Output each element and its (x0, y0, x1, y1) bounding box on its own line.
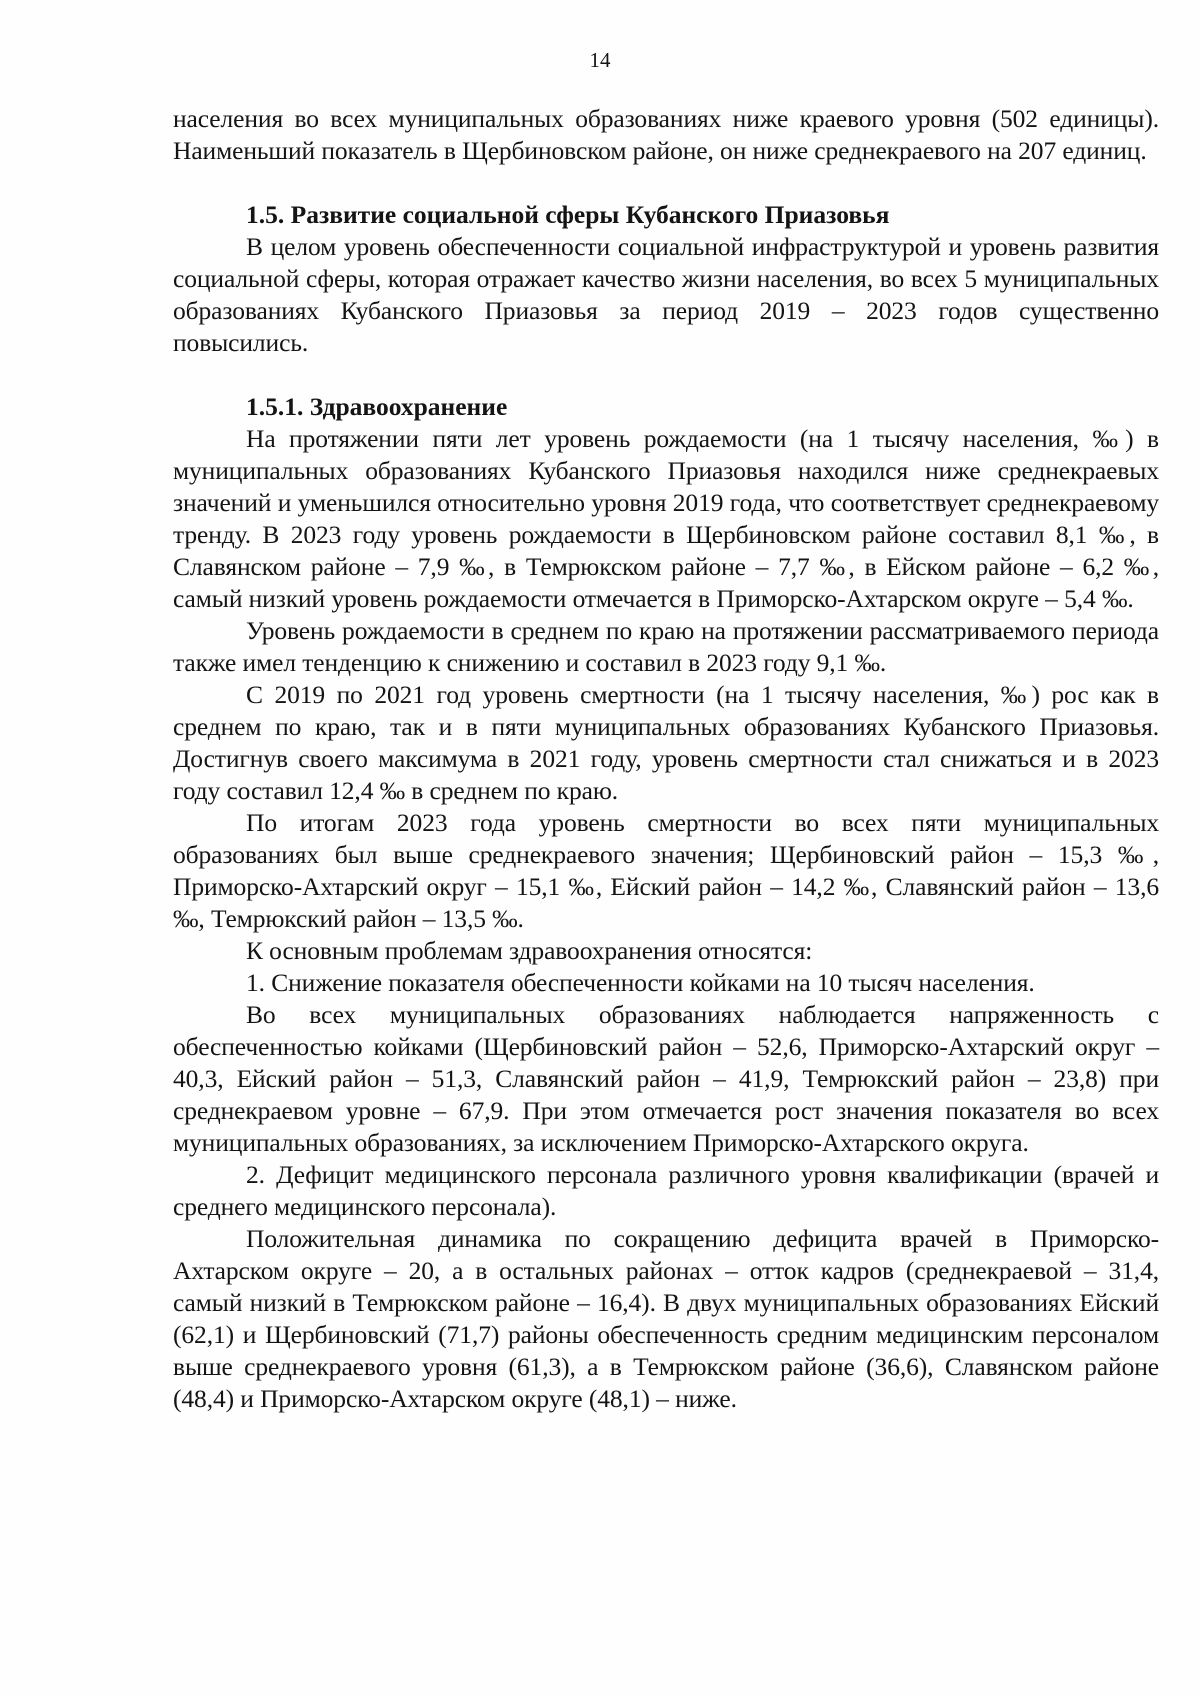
paragraph-birth-rate: На протяжении пяти лет уровень рождаемости (на 1 тысячу населения, ‰) в муниципальных образованиях Кубанского Приазовья находился ниже среднекраевых значений и уменьшился относительно уровня 2019 года, что соответствует среднекраевому тренду. В 2023 году уровень рождаемости в Щербиновском районе составил 8,1 ‰, в Славянском районе – 7,9 ‰, в Темрюкском районе – 7,7 ‰, в Ейском районе – 6,2 ‰, самый низкий уровень рождаемости отмечается в Приморско-Ахтарском округе – 5,4 ‰. (173, 424, 1159, 613)
problem-item-2: 2. Дефицит медицинского персонала различного уровня квалификации (врачей и среднего медицинского персонала). (173, 1160, 1159, 1221)
page-number: 14 (589, 48, 611, 72)
paragraph-hospital-beds: Во всех муниципальных образованиях наблюдается напряженность с обеспеченностью койками (Щербиновский район – 52,6, Приморско-Ахтарский округ – 40,3, Ейский район – 51,3, Славянский район – 41,9, Темрюкский район – 23,8) при среднекраевом уровне – 67,9. При этом отмечается рост значения показателя во всех муниципальных образованиях, за исключением Приморско-Ахтарского округа. (173, 1000, 1159, 1157)
paragraph-mortality-trend: С 2019 по 2021 год уровень смертности (на 1 тысячу населения, ‰) рос как в среднем по краю, так и в пяти муниципальных образованиях Кубанского Приазовья. Достигнув своего максимума в 2021 году, уровень смертности стал снижаться и в 2023 году составил 12,4 ‰ в среднем по краю. (173, 680, 1159, 805)
continuation-paragraph: населения во всех муниципальных образованиях ниже краевого уровня (502 единицы). Наименьший показатель в Щербиновском районе, он ниже среднекраевого на 207 единиц. (173, 104, 1159, 165)
section-1-5-paragraph: В целом уровень обеспеченности социальной инфраструктурой и уровень развития социальной сферы, которая отражает качество жизни населения, во всех 5 муниципальных образованиях Кубанского Приазовья за период 2019 – 2023 годов существенно повысились. (173, 232, 1159, 357)
paragraph-problems-intro: К основным проблемам здравоохранения относятся: (246, 936, 813, 965)
problem-item-1: 1. Снижение показателя обеспеченности койками на 10 тысяч населения. (246, 968, 1035, 997)
spacer (173, 359, 1159, 391)
paragraph-medical-staff: Положительная динамика по сокращению дефицита врачей в Приморско-Ахтарском округе – 20, а в остальных районах – отток кадров (среднекраевой – 31,4, самый низкий в Темрюкском районе – 16,4). В двух муниципальных образованиях Ейский (62,1) и Щербиновский (71,7) районы обеспеченность средним медицинским персоналом выше среднекраевого уровня (61,3), а в Темрюкском районе (36,6), Славянском районе (48,4) и Приморско-Ахтарском округе (48,1) – ниже. (173, 1224, 1159, 1413)
page-content (173, 103, 1159, 1415)
paragraph-regional-birth-rate: Уровень рождаемости в среднем по краю на протяжении рассматриваемого периода также имел тенденцию к снижению и составил в 2023 году 9,1 ‰. (173, 616, 1159, 677)
section-1-5-heading: 1.5. Развитие социальной сферы Кубанского Приазовья (246, 200, 890, 229)
section-1-5-1-heading: 1.5.1. Здравоохранение (246, 392, 508, 421)
spacer (173, 167, 1159, 199)
paragraph-mortality-2023: По итогам 2023 года уровень смертности во всех пяти муниципальных образованиях был выше среднекраевого значения; Щербиновский район – 15,3 ‰, Приморско-Ахтарский округ – 15,1 ‰, Ейский район – 14,2 ‰, Славянский район – 13,6 ‰, Темрюкский район – 13,5 ‰. (173, 808, 1159, 933)
